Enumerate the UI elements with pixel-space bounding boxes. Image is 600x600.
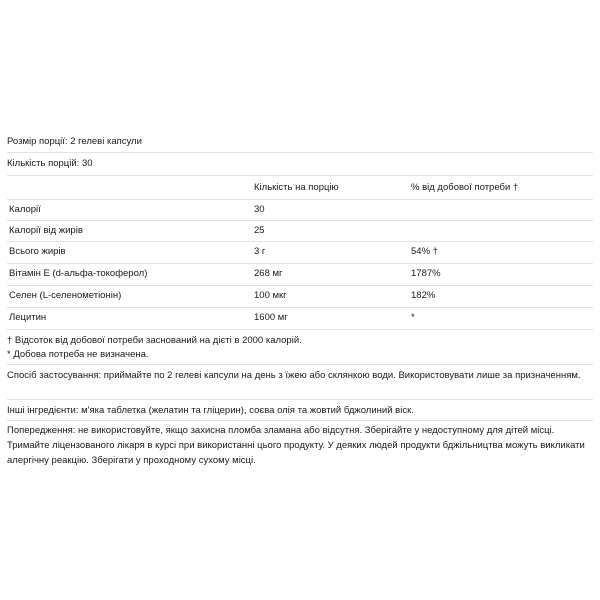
nutrient-name: Калорії від жирів [9, 225, 83, 236]
nutrient-daily-value: * [411, 312, 415, 323]
nutrient-name: Вітамін Е (d-альфа-токоферол) [9, 268, 148, 279]
nutrient-amount: 1600 мг [254, 312, 288, 323]
nutrient-name: Калорії [9, 204, 41, 215]
table-row [7, 242, 593, 262]
nutrient-daily-value: 1787% [411, 268, 441, 279]
footnote-daily-values: † Відсоток від добової потреби заснований на дієті в 2000 калорій. [7, 335, 302, 346]
column-header-amount: Кількість на порцію [254, 182, 339, 193]
nutrient-name: Селен (L-селенометіонін) [9, 290, 122, 301]
table-row [7, 221, 593, 241]
nutrient-amount: 30 [254, 204, 265, 215]
nutrient-amount: 3 г [254, 246, 266, 257]
table-header-row [7, 178, 593, 198]
divider [7, 420, 593, 421]
divider [7, 399, 593, 400]
nutrient-name: Лецитин [9, 312, 47, 323]
nutrient-amount: 25 [254, 225, 265, 236]
divider [7, 329, 593, 330]
table-row [7, 286, 593, 306]
usage-directions: Спосіб застосування: приймайте по 2 гелеві капсули на день з їжею або склянкою води. Використовувати лише за призначенням. [7, 370, 581, 381]
divider [7, 152, 593, 153]
nutrient-name: Всього жирів [9, 246, 66, 257]
divider [7, 364, 593, 365]
nutrient-daily-value: 182% [411, 290, 436, 301]
table-row [7, 200, 593, 220]
serving-size: Розмір порції: 2 гелеві капсули [7, 136, 142, 147]
table-row [7, 308, 593, 328]
other-ingredients: Інші інгредієнти: м'яка таблетка (желатин та гліцерин), соєва олія та жовтий бджолиний віск. [7, 405, 414, 416]
column-header-daily-value: % від добової потреби † [411, 182, 519, 193]
nutrient-amount: 100 мкг [254, 290, 287, 301]
warning-text: Попередження: не використовуйте, якщо захисна пломба зламана або відсутня. Зберігайте у недоступному для дітей місці. Тримайте ліцензованого лікаря в курсі при використанні цього продукту. У деяких людей продукти бджільництва можуть викликати алергічну реакцію. Зберігати у проходному сухому місці. [7, 425, 585, 466]
servings-count: Кількість порцій: 30 [7, 158, 93, 169]
nutrient-amount: 268 мг [254, 268, 283, 279]
divider [7, 175, 593, 176]
nutrient-daily-value: 54% † [411, 246, 438, 257]
table-row [7, 264, 593, 284]
footnote-not-established: * Добова потреба не визначена. [7, 349, 149, 360]
